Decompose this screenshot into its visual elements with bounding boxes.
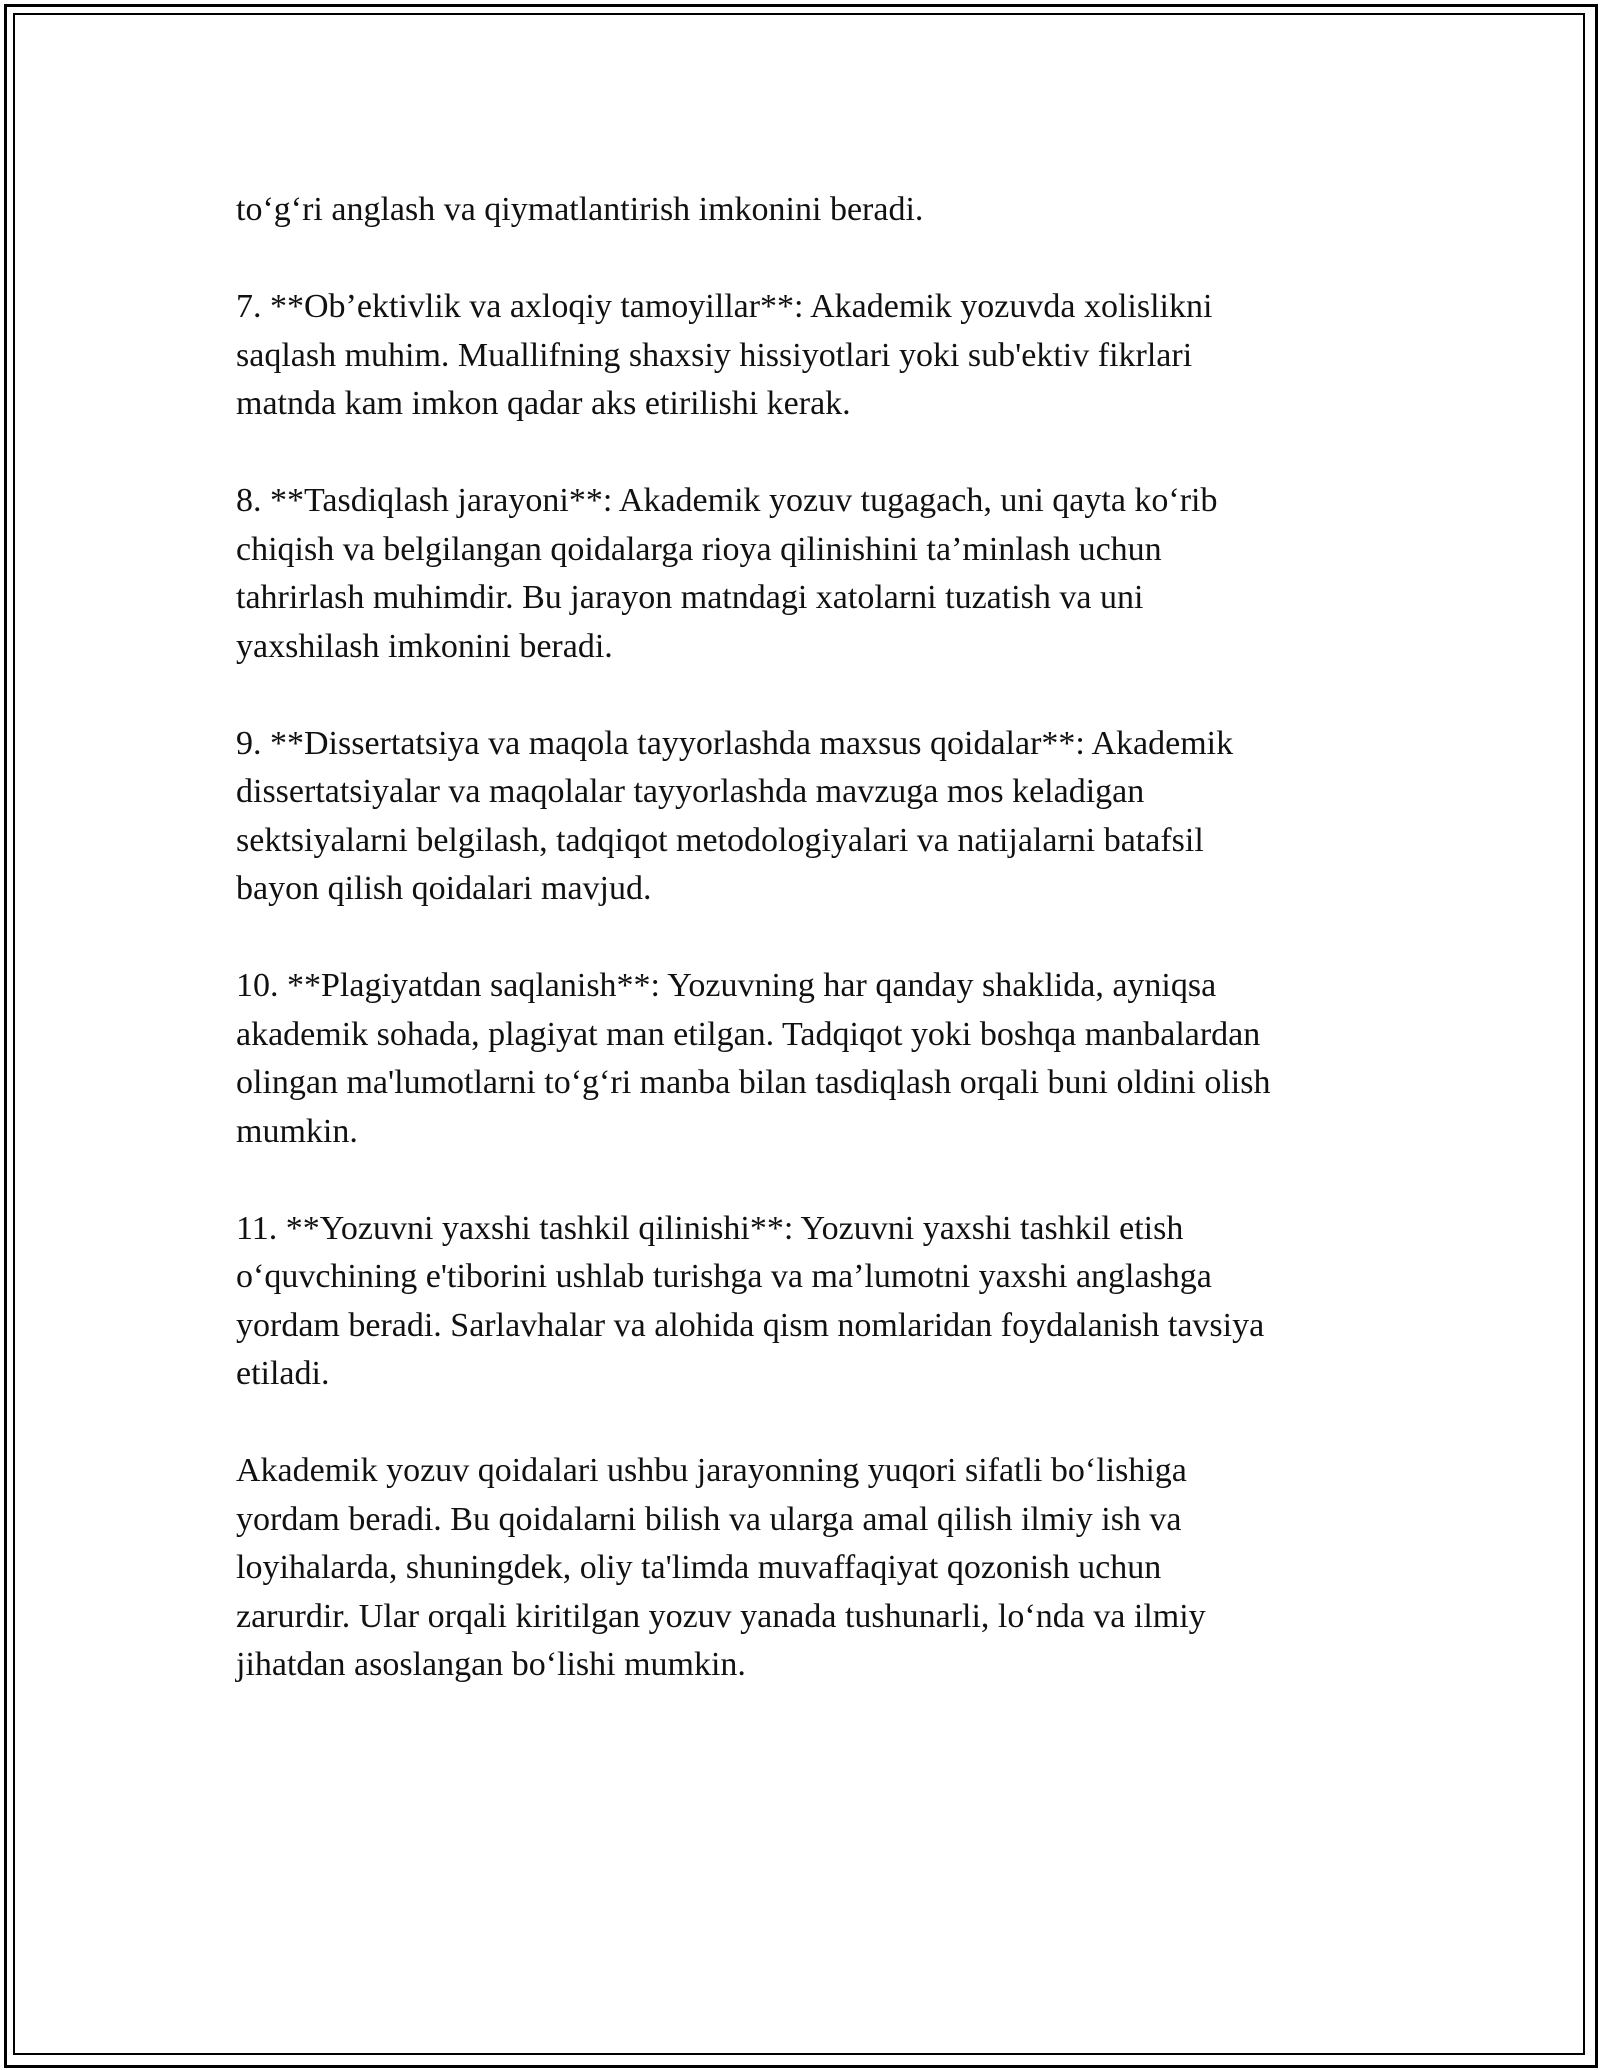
paragraph-item-11: 11. **Yozuvni yaxshi tashkil qilinishi**: Yozuvni yaxshi tashkil etish o‘quvchining e'tiborini ushlab turishga va ma’lumotni yaxshi anglashga yordam beradi. Sarlavhalar va alohida qism nomlaridan foydalanish tavsiya etiladi. (236, 1209, 1265, 1392)
paragraph-item-9: 9. **Dissertatsiya va maqola tayyorlashda maxsus qoidalar**: Akademik dissertatsiyalar va maqolalar tayyorlashda mavzuga mos keladigan sektsiyalarni belgilash, tadqiqot metodologiyalari va natijalarni batafsil bayon qilish qoidalari mavjud. (236, 724, 1234, 907)
paragraph-item-7: 7. **Ob’ektivlik va axloqiy tamoyillar**: Akademik yozuvda xolislikni saqlash muhim. Muallifning shaxsiy hissiyotlari yoki sub'ektiv fikrlari matnda kam imkon qadar aks etirilishi kerak. (236, 288, 1213, 422)
paragraph-continuation: to‘g‘ri anglash va qiymatlantirish imkonini beradi. (236, 191, 924, 228)
document-body (236, 186, 1366, 1690)
paragraph-item-8: 8. **Tasdiqlash jarayoni**: Akademik yozuv tugagach, uni qayta ko‘rib chiqish va belgilangan qoidalarga rioya qilinishini ta’minlash uchun tahrirlash muhimdir. Bu jarayon matndagi xatolarni tuzatish va uni yaxshilash imkonini beradi. (236, 482, 1218, 665)
paragraph-conclusion: Akademik yozuv qoidalari ushbu jarayonning yuqori sifatli bo‘lishiga yordam beradi. Bu qoidalarni bilish va ularga amal qilish ilmiy ish va loyihalarda, shuningdek, oliy ta'limda muvaffaqiyat qozonish uchun zarurdir. Ular orqali kiritilgan yozuv yanada tushunarli, lo‘nda va ilmiy jihatdan asoslangan bo‘lishi mumkin. (236, 1452, 1206, 1683)
paragraph-item-10: 10. **Plagiyatdan saqlanish**: Yozuvning har qanday shaklida, ayniqsa akademik sohada, plagiyat man etilgan. Tadqiqot yoki boshqa manbalardan olingan ma'lumotlarni to‘g‘ri manba bilan tasdiqlash orqali buni oldini olish mumkin. (236, 967, 1271, 1150)
